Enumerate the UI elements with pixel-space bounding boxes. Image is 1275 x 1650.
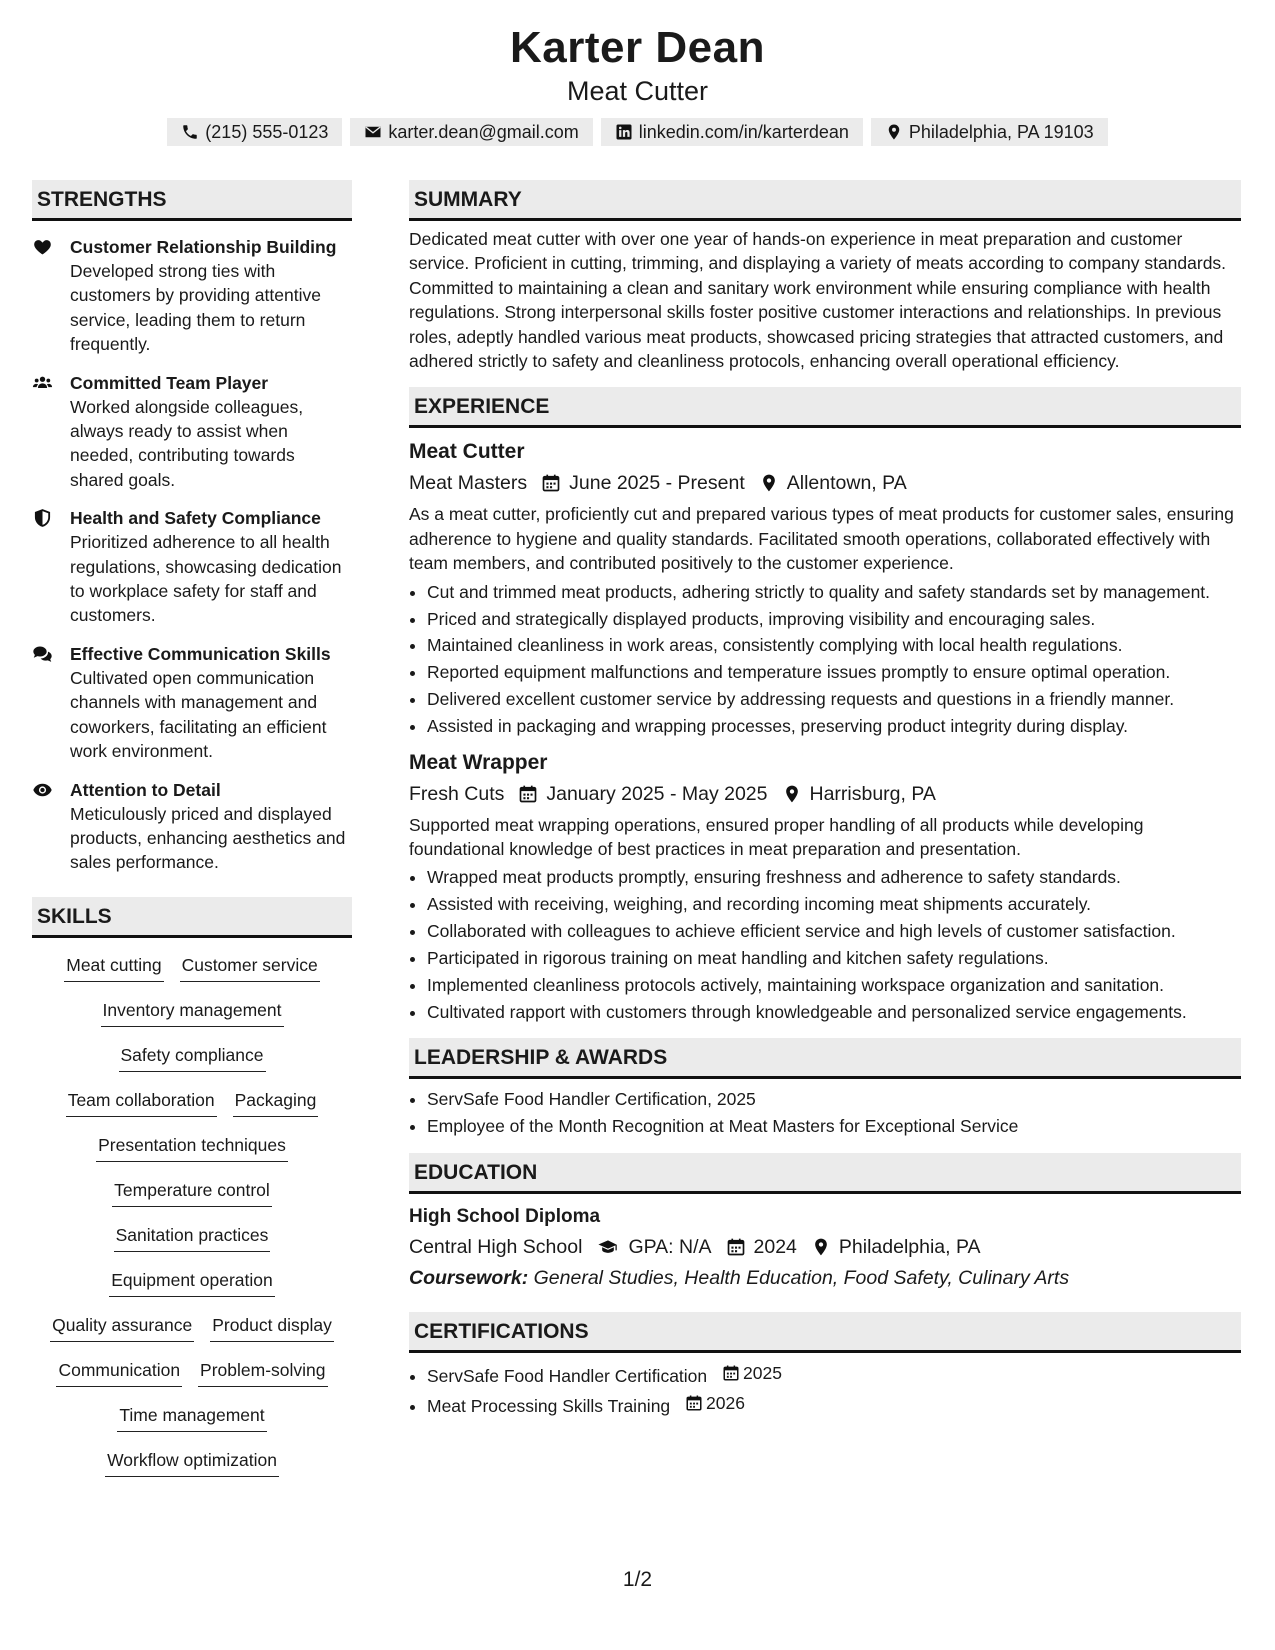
strength-item: [32, 778, 352, 875]
calendar-icon: [685, 1394, 703, 1412]
certification-item: [427, 1361, 1241, 1389]
skill-tag: Safety compliance: [119, 1042, 266, 1072]
location-text: Philadelphia, PA 19103: [908, 122, 1094, 142]
skill-row: [32, 1177, 352, 1222]
strength-desc: Worked alongside colleagues, always ready to assist when needed, contributing towards shared goals.: [70, 396, 304, 490]
job-dates: June 2025 - Present: [569, 472, 745, 495]
gpa: GPA: N/A: [628, 1235, 712, 1258]
job-title: Meat Wrapper: [409, 750, 548, 774]
coursework-label: Coursework:: [409, 1266, 529, 1289]
resume-header: [0, 22, 1275, 146]
skills-list: [32, 952, 352, 1492]
heart-icon: [32, 237, 53, 257]
job-dates: January 2025 - May 2025: [546, 782, 768, 805]
calendar-icon: [722, 1364, 740, 1382]
job-description: Supported meat wrapping operations, ensured proper handling of all products while developing foundational knowledge of best practices in meat preparation and presentation.: [409, 814, 1144, 859]
school-name: Central High School: [409, 1235, 583, 1258]
skill-row: [32, 1267, 352, 1312]
job-bullet: • Cut and trimmed meat products, adhering strictly to quality and safety standards set by management.: [427, 580, 1241, 604]
job-description: As a meat cutter, proficiently cut and prepared various types of meat products for customer sales, ensuring adherence to hygiene and quality standards. Facilitated smooth operations, collaborated effectively with team members, and contributed positively to the customer experience.: [409, 504, 1234, 574]
candidate-name: Karter Dean: [510, 23, 765, 72]
shield-icon: [32, 508, 53, 528]
candidate-title: Meat Cutter: [566, 76, 709, 106]
strength-title: Attention to Detail: [70, 779, 221, 800]
certifications-heading: CERTIFICATIONS: [409, 1312, 1241, 1353]
right-column: [409, 180, 1241, 1421]
certifications-list: [409, 1361, 1241, 1419]
contact-location: [871, 118, 1108, 146]
job-bullet: • Participated in rigorous training on meat handling and kitchen safety regulations.: [427, 946, 1241, 970]
experience-heading: EXPERIENCE: [409, 387, 1241, 428]
strength-item: [32, 235, 352, 357]
contact-bar: [0, 118, 1275, 146]
email-text: karter.dean@gmail.com: [388, 122, 579, 142]
strength-desc: Cultivated open communication channels with management and coworkers, facilitating an efficient work environment.: [70, 667, 327, 762]
graduation-cap-icon: [596, 1237, 620, 1257]
envelope-icon: [364, 123, 382, 141]
skill-row: [32, 1222, 352, 1267]
job-title: Meat Cutter: [409, 440, 525, 464]
page-number: 1/2: [622, 1568, 653, 1591]
strengths-heading: STRENGTHS: [32, 180, 352, 221]
job-bullets: [409, 580, 1241, 739]
skill-tag: Product display: [210, 1312, 334, 1342]
skill-row: [32, 997, 352, 1042]
comments-icon: [32, 644, 53, 664]
skill-tag: Customer service: [180, 952, 320, 982]
job-meta: [409, 468, 1241, 498]
certification-year: 2025: [743, 1362, 782, 1383]
leadership-list: [409, 1087, 1241, 1138]
education-meta: [409, 1232, 1241, 1262]
contact-email[interactable]: [350, 118, 592, 146]
calendar-icon: [726, 1237, 746, 1257]
location-pin-icon: [811, 1237, 831, 1257]
certification-year: 2026: [706, 1392, 745, 1413]
strength-title: Customer Relationship Building: [70, 237, 337, 257]
job-bullet: • Delivered excellent customer service by addressing requests and questions in a friendly manner.: [427, 687, 1241, 711]
job-company: Meat Masters: [409, 472, 528, 495]
certification-item: [427, 1391, 1241, 1419]
skill-tag: Quality assurance: [50, 1312, 194, 1342]
coursework-text: General Studies, Health Education, Food Safety, Culinary Arts: [533, 1266, 1070, 1289]
skill-tag: Meat cutting: [64, 952, 163, 982]
skill-tag: Packaging: [233, 1087, 319, 1117]
contact-phone[interactable]: [167, 118, 342, 146]
skill-tag: Problem-solving: [198, 1357, 327, 1387]
location-pin-icon: [782, 784, 802, 804]
certification-name: Meat Processing Skills Training: [427, 1395, 671, 1416]
location-pin-icon: [885, 123, 903, 141]
job-entry: [409, 749, 1241, 1025]
skill-tag: Sanitation practices: [114, 1222, 271, 1252]
skill-row: [32, 1312, 352, 1357]
strength-item: [32, 642, 352, 764]
strength-desc: Prioritized adherence to all health regulations, showcasing dedication to workplace safety for staff and customers.: [70, 532, 342, 626]
strength-item: [32, 371, 352, 493]
skill-tag: Temperature control: [112, 1177, 272, 1207]
leadership-heading: LEADERSHIP & AWARDS: [409, 1038, 1241, 1079]
education-section: [409, 1153, 1241, 1292]
skill-row: [32, 1357, 352, 1402]
job-bullet: • Assisted with receiving, weighing, and recording incoming meat shipments accurately.: [427, 892, 1241, 916]
job-bullet: • Implemented cleanliness protocols actively, maintaining workspace organization and sanitation.: [427, 973, 1241, 997]
summary-text: Dedicated meat cutter with over one year of hands-on experience in meat preparation and customer service. Proficient in cutting, trimming, and displaying a variety of meats according to company standards. Committed to maintaining a clean and sanitary work environment while ensuring compliance with health regulations. Strong interpersonal skills foster positive customer interactions and relationships. In previous roles, adeptly handled various meat products, showcased pricing strategies that attracted customers, and adhered strictly to safety and cleanliness protocols, enhancing overall operational efficiency.: [409, 229, 1227, 372]
skill-row: [32, 1087, 352, 1132]
contact-linkedin[interactable]: [601, 118, 863, 146]
strength-item: [32, 506, 352, 628]
coursework: [409, 1264, 1241, 1292]
linkedin-icon: [615, 123, 633, 141]
certifications-section: [409, 1312, 1241, 1419]
leadership-section: [409, 1038, 1241, 1138]
strength-desc: Meticulously priced and displayed products, enhancing aesthetics and sales performance.: [70, 803, 346, 873]
job-meta: [409, 779, 1241, 809]
left-column: [32, 180, 352, 1492]
job-location: Allentown, PA: [786, 472, 907, 495]
skill-tag: Inventory management: [101, 997, 284, 1027]
graduation-year: 2024: [753, 1235, 797, 1258]
skill-row: [32, 1447, 352, 1492]
job-bullet: • Assisted in packaging and wrapping processes, preserving product integrity during display.: [427, 714, 1241, 738]
leadership-item: • Employee of the Month Recognition at Meat Masters for Exceptional Service: [427, 1114, 1241, 1138]
skill-row: [32, 1042, 352, 1087]
calendar-icon: [518, 784, 538, 804]
phone-text: (215) 555-0123: [205, 122, 329, 142]
skills-heading: SKILLS: [32, 897, 352, 938]
job-bullet: • Cultivated rapport with customers through knowledgeable and personalized service engagements.: [427, 1000, 1241, 1024]
location-pin-icon: [759, 473, 779, 493]
skill-tag: Presentation techniques: [96, 1132, 288, 1162]
skill-tag: Equipment operation: [109, 1267, 275, 1297]
skill-tag: Workflow optimization: [105, 1447, 279, 1477]
skill-row: [32, 1132, 352, 1177]
strength-title: Committed Team Player: [70, 372, 269, 393]
calendar-icon: [541, 473, 561, 493]
job-location: Harrisburg, PA: [809, 782, 936, 805]
leadership-item: • ServSafe Food Handler Certification, 2025: [427, 1087, 1241, 1111]
skill-row: [32, 1402, 352, 1447]
summary-heading: SUMMARY: [409, 180, 1241, 221]
certification-name: ServSafe Food Handler Certification: [427, 1365, 708, 1386]
phone-icon: [181, 123, 199, 141]
degree-title: High School Diploma: [409, 1205, 601, 1227]
strength-desc: Developed strong ties with customers by providing attentive service, leading them to return frequently.: [70, 261, 321, 355]
strength-title: Effective Communication Skills: [70, 643, 331, 664]
eye-icon: [32, 780, 53, 800]
job-bullets: [409, 865, 1241, 1024]
job-bullet: • Reported equipment malfunctions and temperature issues promptly to ensure optimal operation.: [427, 660, 1241, 684]
education-heading: EDUCATION: [409, 1153, 1241, 1194]
skill-tag: Communication: [56, 1357, 182, 1387]
skill-tag: Team collaboration: [66, 1087, 217, 1117]
job-bullet: • Priced and strategically displayed products, improving visibility and encouraging sales.: [427, 607, 1241, 631]
skill-tag: Time management: [117, 1402, 266, 1432]
job-company: Fresh Cuts: [409, 782, 505, 805]
skill-row: [32, 952, 352, 997]
users-icon: [32, 373, 53, 393]
school-location: Philadelphia, PA: [838, 1235, 981, 1258]
job-entry: [409, 438, 1241, 738]
job-bullet: • Maintained cleanliness in work areas, consistently complying with local health regulations.: [427, 633, 1241, 657]
linkedin-text: linkedin.com/in/karterdean: [638, 122, 849, 142]
job-bullet: • Collaborated with colleagues to achieve efficient service and high levels of customer satisfaction.: [427, 919, 1241, 943]
strength-title: Health and Safety Compliance: [70, 508, 321, 529]
job-bullet: • Wrapped meat products promptly, ensuring freshness and adherence to safety standards.: [427, 865, 1241, 889]
experience-section: [409, 387, 1241, 1024]
